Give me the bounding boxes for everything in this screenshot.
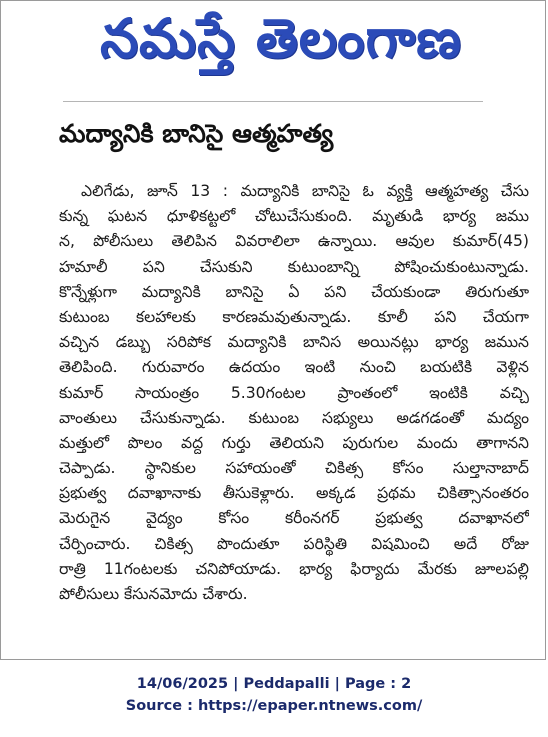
- article-line: కుటుంబ కలహాలకు కారణమవుతున్నాడు. కూలీ పని చేయగా: [59, 307, 529, 326]
- article-line: కున్న ఘటన ధూళికట్టలో చోటుచేసుకుంది. మృతుడి భార్య జము: [59, 207, 529, 226]
- article-line: కుమార్ సాయంత్రం 5.30గంటల ప్రాంతంలో ఇంటికి వచ్చి: [59, 383, 529, 402]
- article-line: పోలీసులు కేసునమోదు చేశారు.: [59, 585, 248, 603]
- article-line: వాంతులు చేసుకున్నాడు. కుటుంబ సభ్యులు అడగడంతో మద్యం: [59, 408, 529, 427]
- article-line: ప్రభుత్వ దవాఖానాకు తీసుకెళ్లారు. అక్కడ ప్రథమ చికిత్సానంతరం: [59, 484, 529, 503]
- article-line: న, పోలీసులు తెలిపిన వివరాలిలా ఉన్నాయి. ఆవుల కుమార్(45): [59, 232, 529, 251]
- article-line: మత్తులో పొలం వద్ద గుర్తు తెలియని పురుగుల మందు తాగానని: [59, 433, 529, 452]
- article-line: కొన్నేళ్లుగా మద్యానికి బానిసై ఏ పని చేయకుండా తిరుగుతూ: [59, 282, 529, 301]
- article-line: తెలిపింది. గురువారం ఉదయం ఇంటి నుంచి బయటికి వెళ్లిన: [59, 358, 529, 377]
- masthead-title: నమస్తే తెలంగాణ: [100, 6, 462, 70]
- masthead-divider: [63, 101, 483, 102]
- article-line: వచ్చిన డబ్బు సరిపోక మద్యానికి బానిస అయినట్లు భార్య జమున: [59, 333, 529, 352]
- article-line: చేర్పించారు. చికిత్స పొందుతూ పరిస్థితి విషమించి అదే రోజు: [59, 534, 529, 553]
- masthead-logo: [61, 3, 501, 87]
- article-body: [59, 179, 529, 607]
- article-line: మెరుగైన వైద్యం కోసం కరీంనగర్ ప్రభుత్వ దవాఖానలో: [59, 509, 529, 528]
- edition-info: 14/06/2025 | Peddapalli | Page : 2: [136, 676, 412, 692]
- article-headline: మద్యానికి బానిసై ఆత్మహత్య: [59, 119, 334, 148]
- article-line: ఎలిగేడు, జూన్ 13 : మద్యానికి బానిసై ఓ వ్యక్తి ఆత్మహత్య చేసు: [81, 182, 529, 200]
- article-line: హమాలీ పని చేసుకుని కుటుంబాన్ని పోషించుకుంటున్నాడు.: [59, 257, 529, 276]
- article-line: రాత్రి 11గంటలకు చనిపోయాడు. భార్య ఫిర్యాదు మేరకు జూలపల్లి: [59, 559, 529, 578]
- article-line: చెప్పాడు. స్థానికుల సహాయంతో చికిత్స కోసం సుల్తానాబాద్: [59, 459, 529, 478]
- source-link[interactable]: Source : https://epaper.ntnews.com/: [125, 698, 423, 714]
